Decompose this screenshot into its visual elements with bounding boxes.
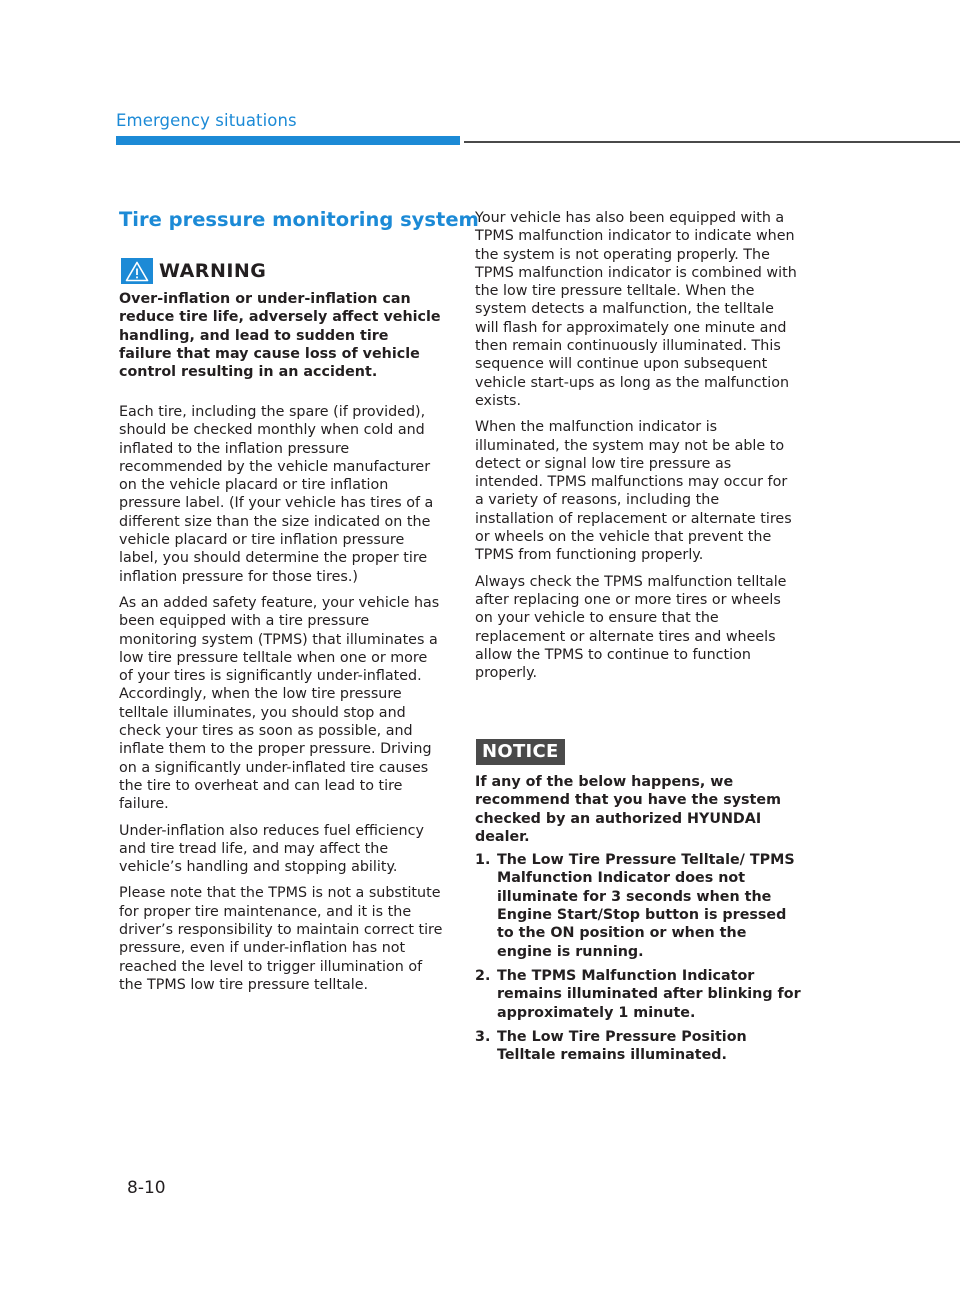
right-column-body bbox=[475, 209, 800, 690]
list-item-text: The Low Tire Pressure Telltale/ TPMS Malfunction Indicator does not illuminate for 3 seconds when the Engine Start/Stop button is pressed to the ON position or when the engine is running. bbox=[497, 852, 795, 960]
warning-icon bbox=[121, 258, 153, 284]
paragraph: Your vehicle has also been equipped with a TPMS malfunction indicator to indicate when the system is not operating properly. The TPMS malfunction indicator is combined with the low tire pressure telltale. When the system detects a malfunction, the telltale will flash for approximately one minute and then remain continuously illuminated. This sequence will continue upon subsequent vehicle start-ups as long as the malfunction exists. bbox=[475, 210, 797, 409]
paragraph: Under-inflation also reduces fuel efficiency and tire tread life, and may affect the vehicle’s handling and stopping ability. bbox=[119, 822, 424, 876]
section-title: Tire pressure monitoring system bbox=[119, 208, 479, 231]
list-item-number: 2. bbox=[475, 967, 491, 984]
left-column-body bbox=[119, 403, 444, 1002]
list-item bbox=[475, 967, 805, 1022]
warning-heading bbox=[121, 258, 266, 284]
list-item-text: The Low Tire Pressure Position Telltale remains illuminated. bbox=[497, 1028, 747, 1064]
page-number: 8-10 bbox=[127, 1178, 166, 1198]
notice-body bbox=[475, 773, 805, 1070]
paragraph: Please note that the TPMS is not a substitute for proper tire maintenance, and it is the driver’s responsibility to maintain correct tire pressure, even if under-inflation has not reached the level to trigger illumination of the TPMS low tire pressure telltale. bbox=[119, 885, 443, 993]
paragraph: As an added safety feature, your vehicle has been equipped with a tire pressure monitoring system (TPMS) that illuminates a low tire pressure telltale when one or more of your tires is significantly under-inflated. Accordingly, when the low tire pressure telltale illuminates, you should stop and check your tires as soon as possible, and inflate them to the proper pressure. Driving on a significantly under-inflated tire causes the tire to overheat and can lead to tire failure. bbox=[119, 594, 440, 813]
list-item-number: 3. bbox=[475, 1028, 491, 1045]
notice-intro: If any of the below happens, we recommend that you have the system checked by an authorized HYUNDAI dealer. bbox=[475, 774, 781, 845]
list-item bbox=[475, 1028, 805, 1065]
paragraph: When the malfunction indicator is illuminated, the system may not be able to detect or signal low tire pressure as intended. TPMS malfunctions may occur for a variety of reasons, including the installation of replacement or alternate tires or wheels on the vehicle that prevent the TPMS from functioning properly. bbox=[475, 419, 792, 564]
list-item-text: The TPMS Malfunction Indicator remains illuminated after blinking for approximately 1 minute. bbox=[497, 967, 801, 1021]
header-rule-accent bbox=[116, 136, 460, 145]
warning-label: WARNING bbox=[159, 260, 267, 282]
warning-text: Over-inflation or under-inflation can reduce tire life, adversely affect vehicle handling, and lead to sudden tire failure that may cause loss of vehicle control resulting in an accident. bbox=[119, 291, 441, 381]
paragraph: Each tire, including the spare (if provided), should be checked monthly when cold and inflated to the inflation pressure recommended by the vehicle manufacturer on the vehicle placard or tire inflation pressure label. (If your vehicle has tires of a different size than the size indicated on the vehicle placard or tire inflation pressure label, you should determine the proper tire inflation pressure for those tires.) bbox=[119, 404, 434, 585]
list-item bbox=[475, 851, 805, 961]
list-item-number: 1. bbox=[475, 852, 491, 869]
page-header-title: Emergency situations bbox=[116, 111, 297, 130]
notice-badge: NOTICE bbox=[476, 739, 565, 765]
notice-list bbox=[475, 851, 805, 1064]
header-rule bbox=[464, 141, 960, 143]
paragraph: Always check the TPMS malfunction telltale after replacing one or more tires or wheels on your vehicle to ensure that the replacement or alternate tires and wheels allow the TPMS to continue to function properly. bbox=[475, 573, 787, 682]
